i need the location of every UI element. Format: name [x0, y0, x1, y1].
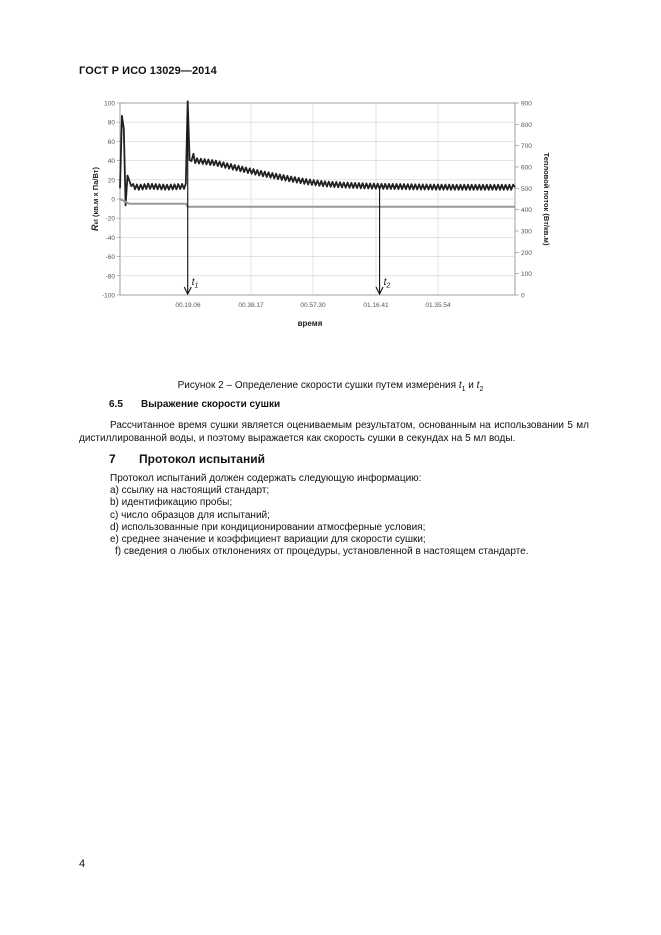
- marker-label: $t_1$: [191, 277, 199, 290]
- list-item: d) использованные при кондиционировании атмосферные условия;: [110, 521, 426, 533]
- right-tick-label: 0: [521, 292, 525, 300]
- list-item: f) сведения о любых отклонениях от процедуры, установленной в настоящем стандарте.: [115, 546, 529, 558]
- left-tick-label: 100: [104, 100, 115, 108]
- left-tick-label: 80: [107, 119, 115, 127]
- x-tick-label: 00.19.06: [175, 302, 201, 309]
- page-number: 4: [79, 858, 86, 870]
- marker-label: $t_2$: [383, 277, 391, 290]
- report-requirements-list: [110, 473, 529, 558]
- left-axis-label: Ret (кв.м х Па/Вт): [90, 167, 100, 231]
- x-tick-label: 00.57.30: [300, 302, 326, 309]
- section-6-5-heading: 6.5 Выражение скорости сушки: [109, 399, 281, 410]
- right-axis-label: Тепловой поток (Вт/кв.м): [542, 152, 551, 246]
- right-tick-label: 400: [521, 207, 532, 215]
- right-tick-label: 300: [521, 228, 532, 236]
- list-item: c) число образцов для испытаний;: [110, 509, 270, 521]
- left-tick-label: 40: [107, 158, 115, 166]
- left-tick-label: 0: [111, 196, 115, 204]
- x-tick-label: 01.16.41: [363, 302, 389, 309]
- right-tick-label: 200: [521, 249, 532, 257]
- left-tick-label: 20: [107, 177, 115, 185]
- x-axis-label: время: [297, 319, 323, 328]
- document-header: ГОСТ Р ИСО 13029—2014: [79, 65, 217, 77]
- list-item: a) ссылку на настоящий стандарт;: [110, 485, 270, 497]
- left-tick-label: -20: [105, 215, 115, 223]
- right-tick-label: 100: [521, 271, 532, 279]
- section-6-5-text: Рассчитанное время сушки является оцениваемым результатом, основанным на использовании 5 мл дистиллированной воды, и поэтому выражается как скорость сушки в секундах на 5 мл воды.: [79, 420, 589, 444]
- x-tick-label: 00.38.17: [238, 302, 264, 309]
- right-tick-label: 800: [521, 121, 532, 129]
- right-tick-label: 600: [521, 164, 532, 172]
- drying-rate-chart: [86, 93, 556, 333]
- left-tick-label: -60: [105, 254, 115, 262]
- list-intro: Протокол испытаний должен содержать следующую информацию:: [110, 473, 422, 484]
- right-tick-label: 900: [521, 100, 532, 108]
- left-tick-label: -100: [101, 292, 115, 300]
- x-tick-label: 01.35.54: [425, 302, 451, 309]
- left-tick-label: 60: [107, 138, 115, 146]
- figure-caption: Рисунок 2 – Определение скорости сушки путем измерения $t_1$ и $t_2$: [177, 380, 484, 393]
- right-tick-label: 500: [521, 185, 532, 193]
- right-tick-label: 700: [521, 143, 532, 151]
- list-item: b) идентификацию пробы;: [110, 497, 233, 509]
- section-7-heading: 7 Протокол испытаний: [109, 452, 265, 466]
- list-item: e) среднее значение и коэффициент вариации для скорости сушки;: [110, 534, 426, 546]
- left-tick-label: -40: [105, 234, 115, 242]
- left-tick-label: -80: [105, 273, 115, 281]
